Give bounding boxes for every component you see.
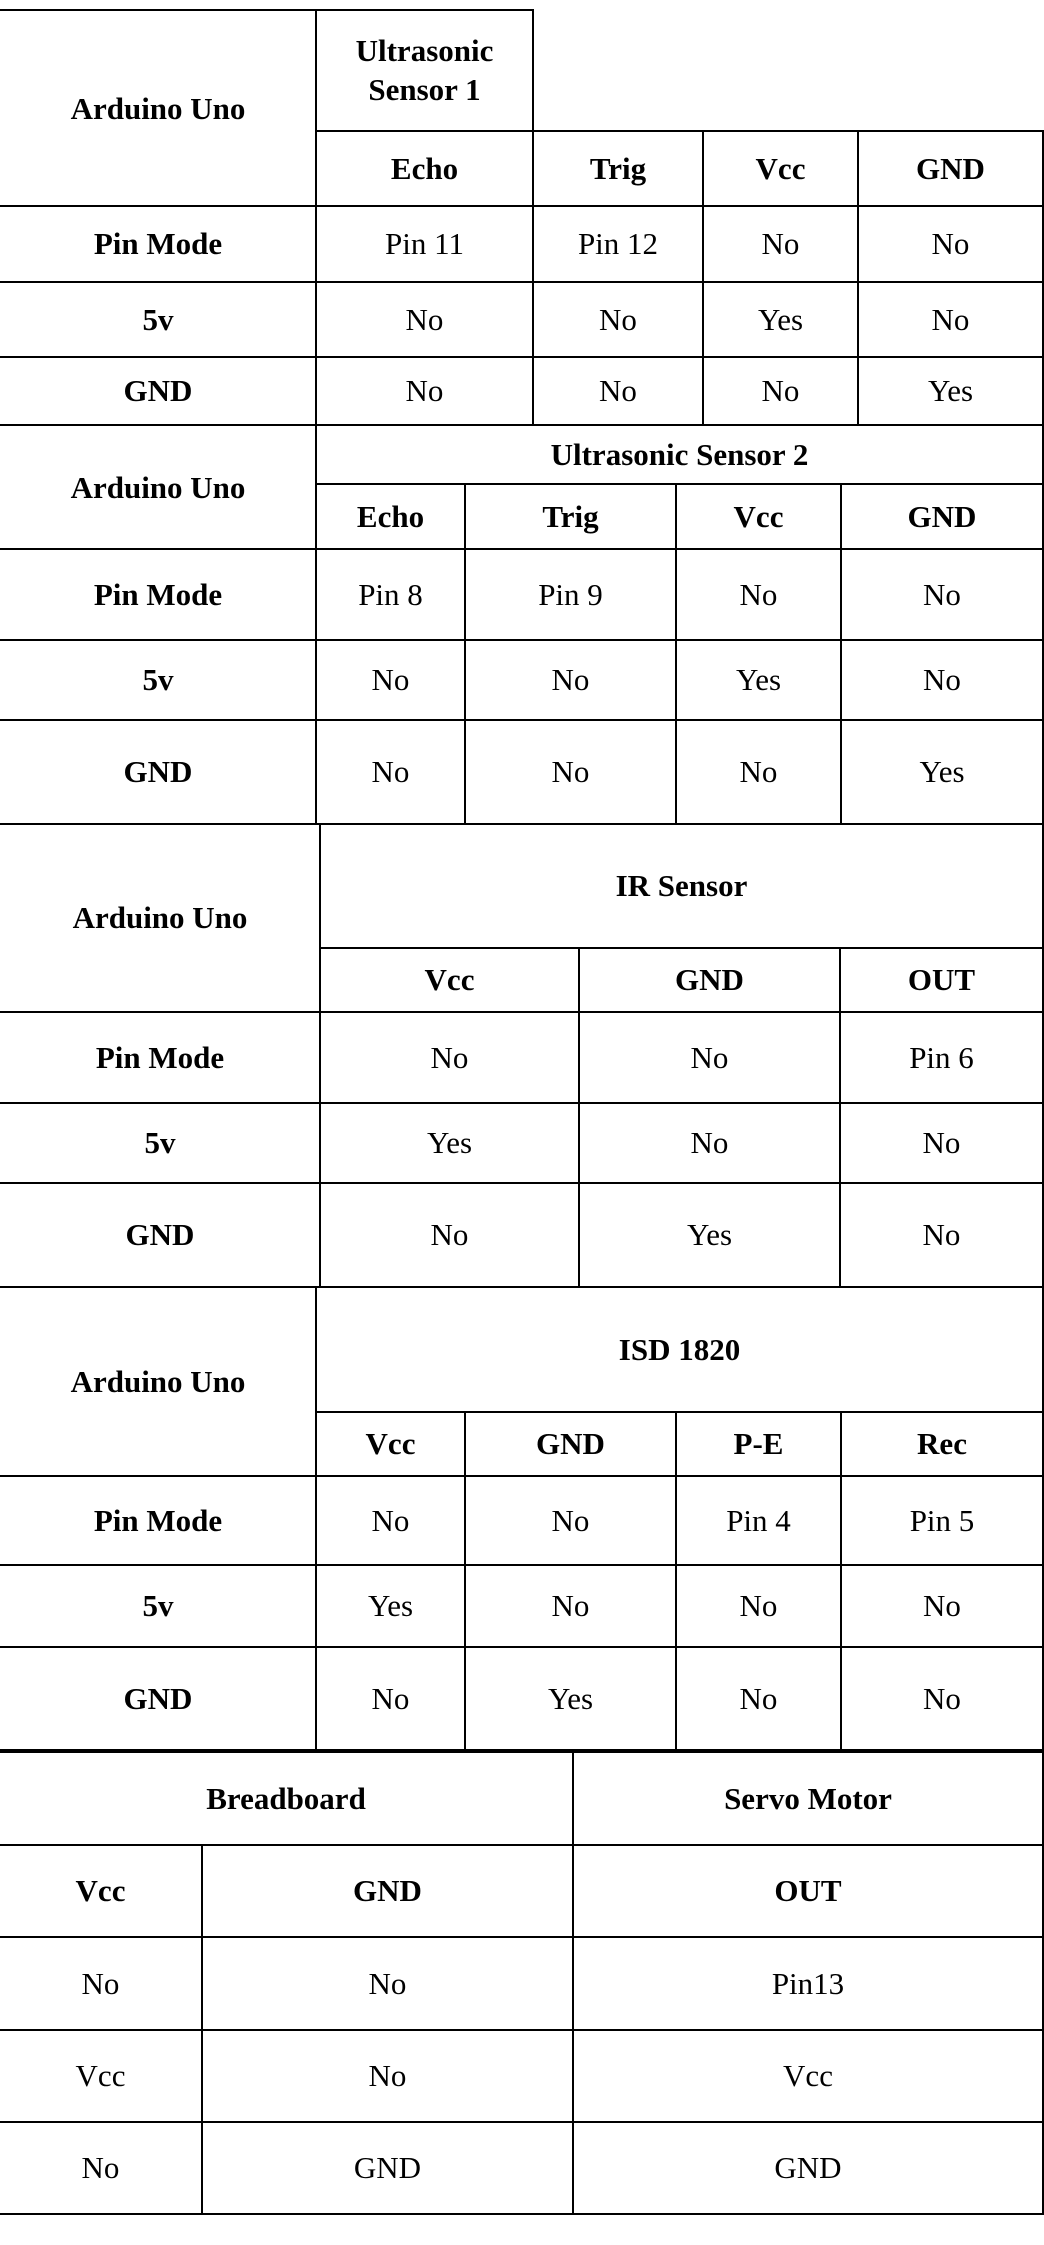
table-cell [840, 548, 1044, 641]
table-cell [857, 205, 1044, 283]
cell-value: No [405, 373, 444, 409]
table-title [315, 1286, 1044, 1413]
table-cell [675, 1475, 842, 1566]
cell-value: Yes [547, 1680, 594, 1716]
row-label [0, 205, 318, 283]
table-cell [675, 1646, 842, 1751]
table-cell [840, 1564, 1044, 1648]
column-header-text: Vcc [365, 1426, 416, 1462]
cell-value: GND [774, 2150, 842, 2186]
table-title-line-1: Ultrasonic [355, 33, 494, 69]
row-label-text: GND [123, 754, 193, 790]
row-header-text: Arduino Uno [70, 1363, 246, 1399]
column-header [464, 1411, 677, 1477]
table-cell [857, 356, 1044, 426]
cell-value: No [368, 2058, 407, 2094]
table-cell [315, 1475, 466, 1566]
cell-value: No [81, 1965, 120, 2001]
table-cell [315, 548, 466, 641]
table-cell [675, 639, 842, 721]
cell-value: Pin 4 [726, 1502, 791, 1538]
row-label [0, 1646, 318, 1751]
table-cell [464, 1646, 677, 1751]
cell-value: No [599, 373, 637, 409]
table-cell [840, 639, 1044, 721]
cell-value: No [690, 1039, 729, 1075]
cell-value: No [81, 2150, 120, 2186]
cell-value: Yes [735, 662, 782, 698]
cell-value: Pin 8 [358, 576, 423, 612]
cell-value: No [739, 576, 778, 612]
column-header-text: Rec [917, 1426, 967, 1462]
cell-value: No [551, 1502, 590, 1538]
table-cell [0, 2029, 203, 2123]
table-cell [840, 1475, 1044, 1566]
row-header-label [0, 424, 318, 551]
cell-value: No [931, 226, 970, 262]
table-cell [839, 1182, 1044, 1288]
table-cell [464, 548, 677, 641]
table-cell [578, 1182, 841, 1288]
table-title-text: ISD 1820 [618, 1331, 741, 1367]
table-cell [464, 1564, 677, 1648]
row-label-text: GND [123, 373, 193, 409]
row-label-text: Pin Mode [93, 576, 223, 612]
cell-value: Pin 6 [909, 1039, 974, 1075]
cell-value: Vcc [75, 2058, 126, 2094]
column-header-text: Vcc [75, 1873, 126, 1909]
cell-value: No [922, 1125, 961, 1161]
cell-value: No [931, 301, 970, 337]
table-cell [0, 2121, 203, 2215]
column-header-text: GND [907, 498, 977, 534]
column-header [578, 947, 841, 1013]
column-header [201, 1844, 574, 1938]
table-cell [702, 281, 859, 358]
row-label-text: GND [123, 1680, 193, 1716]
row-label [0, 719, 318, 825]
column-header-text: OUT [774, 1873, 842, 1909]
cell-value: No [371, 662, 410, 698]
table-cell [319, 1182, 580, 1288]
row-label [0, 548, 318, 641]
column-header [464, 483, 677, 550]
column-header [840, 483, 1044, 550]
table-cell [572, 1936, 1044, 2031]
column-header [315, 1411, 466, 1477]
table-cell [0, 1936, 203, 2031]
table-cell [839, 1102, 1044, 1184]
table-title-text: IR Sensor [615, 868, 748, 904]
table-cell [675, 548, 842, 641]
table-title [319, 823, 1044, 949]
column-header-text: GND [536, 1426, 605, 1462]
row-label-text: GND [125, 1217, 195, 1253]
cell-value: Vcc [783, 2058, 833, 2094]
cell-value: Yes [927, 373, 974, 409]
table-cell [532, 356, 704, 426]
table-title [315, 9, 534, 133]
column-header-text: GND [353, 1873, 422, 1909]
table-title-line-2: Sensor 1 [368, 72, 481, 107]
row-header-label [0, 1286, 318, 1477]
row-label [0, 1182, 322, 1288]
breadboard-title [0, 1751, 574, 1846]
cell-value: No [922, 1217, 961, 1253]
row-label-text: 5v [142, 1588, 174, 1624]
column-header-text: Vcc [755, 151, 806, 187]
row-label-text: 5v [142, 662, 174, 698]
table-cell [315, 1564, 466, 1648]
row-header-text: Arduino Uno [70, 90, 246, 126]
table-cell [315, 719, 466, 825]
table-cell [464, 719, 677, 825]
cell-value: No [551, 754, 590, 790]
column-header [840, 1411, 1044, 1477]
cell-value: No [371, 1502, 410, 1538]
cell-value: No [923, 1680, 961, 1716]
cell-value: No [371, 1680, 410, 1716]
table-cell [578, 1102, 841, 1184]
row-label [0, 1102, 322, 1184]
table-cell [464, 639, 677, 721]
table-cell [315, 281, 534, 358]
table-cell [675, 719, 842, 825]
table-cell [315, 639, 466, 721]
cell-value: Pin 5 [909, 1502, 975, 1538]
table-cell [464, 1475, 677, 1566]
cell-value: Pin 9 [538, 576, 603, 612]
cell-value: No [430, 1217, 469, 1253]
servo-title-text: Servo Motor [724, 1780, 892, 1816]
cell-value: Pin 11 [385, 226, 464, 262]
column-header-text: Vcc [424, 962, 475, 998]
column-header [319, 947, 580, 1013]
cell-value: Pin 12 [577, 226, 659, 262]
column-header [839, 947, 1044, 1013]
table-cell [532, 281, 704, 358]
table-cell [572, 2029, 1044, 2123]
table-cell [315, 1646, 466, 1751]
row-header-label [0, 823, 322, 1013]
cell-value: Yes [426, 1125, 473, 1161]
cell-value: No [739, 1680, 778, 1716]
column-header-text: Echo [356, 498, 425, 534]
cell-value: No [551, 1588, 590, 1624]
cell-value: Yes [367, 1588, 414, 1624]
breadboard-title-text: Breadboard [206, 1780, 366, 1816]
row-label [0, 1475, 318, 1566]
cell-value: No [739, 1588, 778, 1624]
column-header-text: OUT [907, 962, 976, 998]
table-title-text: Ultrasonic Sensor 2 [550, 436, 809, 472]
cell-value: No [551, 662, 590, 698]
cell-value: No [690, 1125, 729, 1161]
table-cell [315, 205, 534, 283]
table-cell [572, 2121, 1044, 2215]
row-label [0, 356, 318, 426]
cell-value: No [371, 754, 410, 790]
column-header-text: Trig [542, 498, 599, 534]
table-cell [702, 205, 859, 283]
cell-value: No [923, 1588, 961, 1624]
section-divider [0, 1749, 1044, 1753]
cell-value: Yes [757, 301, 804, 337]
column-header [315, 483, 466, 550]
row-label-text: Pin Mode [95, 1039, 225, 1075]
row-header-text: Arduino Uno [72, 900, 248, 936]
column-header-text: GND [675, 962, 744, 998]
column-header-text: P-E [733, 1426, 784, 1462]
table-cell [201, 2029, 574, 2123]
table-title [315, 424, 1044, 485]
row-label [0, 1011, 322, 1104]
row-label [0, 1564, 318, 1648]
table-cell [675, 1564, 842, 1648]
row-label [0, 281, 318, 358]
servo-title [572, 1751, 1044, 1846]
cell-value: Yes [686, 1217, 733, 1253]
column-header-text: GND [916, 151, 985, 187]
table-cell [840, 1646, 1044, 1751]
cell-value: No [761, 373, 800, 409]
row-label-text: Pin Mode [93, 226, 223, 262]
column-header-text: Trig [589, 151, 647, 187]
cell-value: No [923, 576, 961, 612]
table-cell [840, 719, 1044, 825]
cell-value: No [761, 226, 800, 262]
row-header-label [0, 9, 318, 208]
cell-value: No [599, 301, 637, 337]
row-label-text: 5v [144, 1125, 176, 1161]
column-header [0, 1844, 203, 1938]
table-cell [532, 205, 704, 283]
cell-value: Yes [919, 754, 965, 790]
cell-value: No [739, 754, 778, 790]
column-header [675, 483, 842, 550]
table-cell [578, 1011, 841, 1104]
table-cell [319, 1102, 580, 1184]
table-cell [839, 1011, 1044, 1104]
table-cell [201, 1936, 574, 2031]
cell-value: No [923, 662, 961, 698]
cell-value: GND [353, 2150, 422, 2186]
row-header-text: Arduino Uno [70, 469, 246, 505]
cell-value: No [405, 301, 444, 337]
column-header [675, 1411, 842, 1477]
cell-value: No [430, 1039, 469, 1075]
column-header [315, 130, 534, 208]
column-header [702, 130, 859, 208]
column-header [572, 1844, 1044, 1938]
column-header [532, 130, 704, 208]
table-cell [319, 1011, 580, 1104]
table-cell [315, 356, 534, 426]
column-header-text: Echo [390, 151, 459, 187]
cell-value: No [368, 1965, 407, 2001]
table-cell [702, 356, 859, 426]
row-label-text: 5v [142, 301, 174, 337]
column-header [857, 130, 1044, 208]
row-label [0, 639, 318, 721]
cell-value: Pin13 [771, 1965, 845, 2001]
row-label-text: Pin Mode [93, 1502, 223, 1538]
column-header-text: Vcc [733, 498, 784, 534]
table-cell [201, 2121, 574, 2215]
table-cell [857, 281, 1044, 358]
